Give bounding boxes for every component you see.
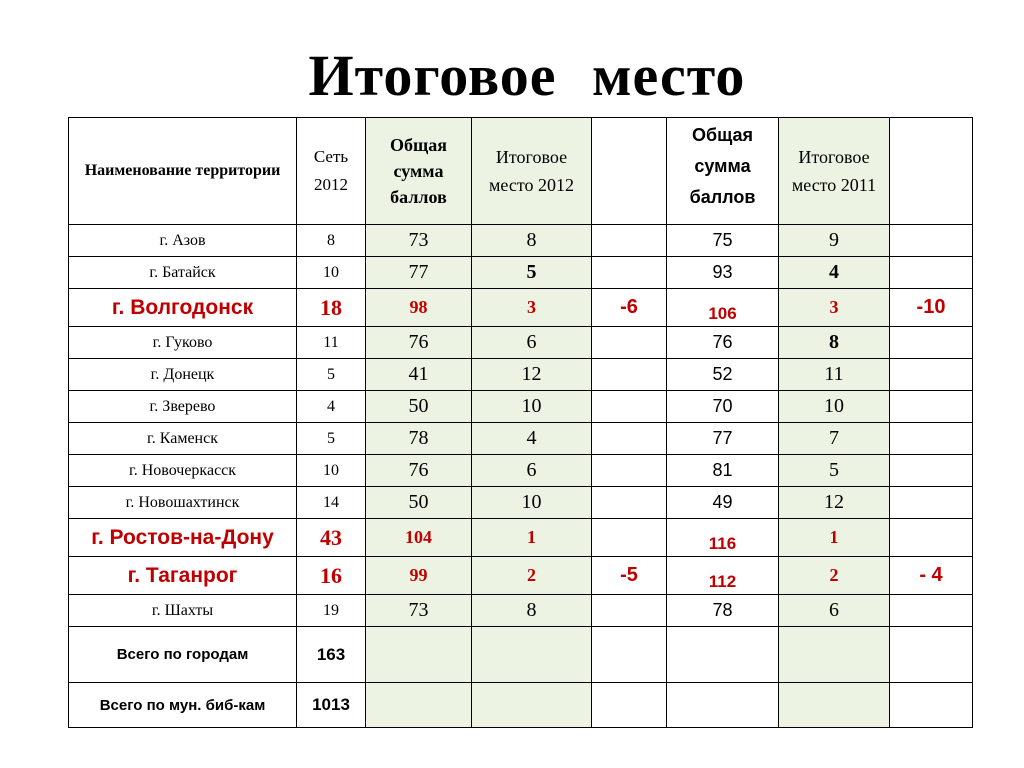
- diff-2012-cell: [592, 455, 667, 487]
- diff-2011-cell: - 4: [890, 557, 973, 595]
- sum-2011-cell: 93: [667, 257, 779, 289]
- diff-2011-cell: [890, 519, 973, 557]
- sum-2011-cell: 76: [667, 327, 779, 359]
- sum-2012-cell: 98: [366, 289, 472, 327]
- sum-2012-cell: 41: [366, 359, 472, 391]
- empty-cell: [779, 683, 890, 728]
- empty-cell: [592, 627, 667, 683]
- table-row: [69, 257, 973, 289]
- net-2012-cell: 10: [297, 455, 366, 487]
- sum-2011-cell: 75: [667, 225, 779, 257]
- place-2011-cell: 2: [779, 557, 890, 595]
- sum-2011-cell: 52: [667, 359, 779, 391]
- diff-2012-cell: [592, 257, 667, 289]
- header-diff-2011: [890, 118, 973, 225]
- page-title: Итоговое место: [308, 43, 746, 108]
- diff-2012-cell: -6: [592, 289, 667, 327]
- territory-name-cell: г. Каменск: [69, 423, 297, 455]
- diff-2011-cell: [890, 487, 973, 519]
- sum-2012-cell: 73: [366, 225, 472, 257]
- totals-row: [69, 683, 973, 728]
- table-row: [69, 289, 973, 327]
- sum-2011-cell: 49: [667, 487, 779, 519]
- header-place-2012: Итоговое место 2012: [472, 118, 592, 225]
- empty-cell: [667, 683, 779, 728]
- empty-cell: [779, 627, 890, 683]
- empty-cell: [667, 627, 779, 683]
- ranking-table: [68, 117, 973, 728]
- sum-2011-cell: 77: [667, 423, 779, 455]
- sum-2011-cell: 116: [667, 519, 779, 557]
- place-2012-cell: 2: [472, 557, 592, 595]
- table-row: [69, 225, 973, 257]
- diff-2011-cell: [890, 391, 973, 423]
- sum-2011-cell: 112: [667, 557, 779, 595]
- territory-name-cell: г. Батайск: [69, 257, 297, 289]
- diff-2011-cell: [890, 257, 973, 289]
- diff-2011-cell: [890, 225, 973, 257]
- place-2011-cell: 4: [779, 257, 890, 289]
- sum-2011-cell: 81: [667, 455, 779, 487]
- net-2012-cell: 43: [297, 519, 366, 557]
- sum-2012-cell: 76: [366, 455, 472, 487]
- diff-2011-cell: [890, 455, 973, 487]
- territory-name-cell: г. Новочеркасск: [69, 455, 297, 487]
- place-2012-cell: 6: [472, 455, 592, 487]
- totals-label-cell: Всего по городам: [69, 627, 297, 683]
- place-2012-cell: 10: [472, 391, 592, 423]
- place-2012-cell: 8: [472, 595, 592, 627]
- table-header-row: [69, 118, 973, 225]
- place-2011-cell: 8: [779, 327, 890, 359]
- sum-2011-cell: 106: [667, 289, 779, 327]
- diff-2012-cell: [592, 423, 667, 455]
- place-2012-cell: 3: [472, 289, 592, 327]
- diff-2012-cell: [592, 595, 667, 627]
- territory-name-cell: г. Азов: [69, 225, 297, 257]
- empty-cell: [472, 683, 592, 728]
- diff-2012-cell: [592, 519, 667, 557]
- table-row: [69, 391, 973, 423]
- sum-2012-cell: 78: [366, 423, 472, 455]
- place-2011-cell: 1: [779, 519, 890, 557]
- totals-net-cell: 1013: [297, 683, 366, 728]
- diff-2012-cell: [592, 359, 667, 391]
- sum-2012-cell: 104: [366, 519, 472, 557]
- territory-name-cell: г. Таганрог: [69, 557, 297, 595]
- totals-row: [69, 627, 973, 683]
- empty-cell: [890, 683, 973, 728]
- place-2011-cell: 10: [779, 391, 890, 423]
- table-row: [69, 423, 973, 455]
- net-2012-cell: 16: [297, 557, 366, 595]
- header-sum-2011: Общая сумма баллов: [667, 118, 779, 225]
- place-2011-cell: 3: [779, 289, 890, 327]
- table-row: [69, 455, 973, 487]
- empty-cell: [366, 683, 472, 728]
- place-2012-cell: 12: [472, 359, 592, 391]
- diff-2011-cell: [890, 327, 973, 359]
- territory-name-cell: г. Шахты: [69, 595, 297, 627]
- net-2012-cell: 5: [297, 359, 366, 391]
- place-2012-cell: 5: [472, 257, 592, 289]
- place-2011-cell: 6: [779, 595, 890, 627]
- totals-label-cell: Всего по мун. биб-кам: [69, 683, 297, 728]
- header-name: Наименование территории: [69, 118, 297, 225]
- place-2011-cell: 11: [779, 359, 890, 391]
- place-2011-cell: 5: [779, 455, 890, 487]
- net-2012-cell: 19: [297, 595, 366, 627]
- diff-2012-cell: [592, 487, 667, 519]
- place-2011-cell: 12: [779, 487, 890, 519]
- diff-2011-cell: [890, 359, 973, 391]
- place-2012-cell: 8: [472, 225, 592, 257]
- place-2012-cell: 6: [472, 327, 592, 359]
- table-row: [69, 327, 973, 359]
- place-2012-cell: 10: [472, 487, 592, 519]
- net-2012-cell: 5: [297, 423, 366, 455]
- diff-2011-cell: [890, 423, 973, 455]
- net-2012-cell: 10: [297, 257, 366, 289]
- diff-2012-cell: [592, 225, 667, 257]
- sum-2012-cell: 50: [366, 487, 472, 519]
- sum-2012-cell: 99: [366, 557, 472, 595]
- diff-2012-cell: [592, 391, 667, 423]
- sum-2011-cell: 70: [667, 391, 779, 423]
- empty-cell: [366, 627, 472, 683]
- empty-cell: [890, 627, 973, 683]
- net-2012-cell: 4: [297, 391, 366, 423]
- place-2012-cell: 1: [472, 519, 592, 557]
- empty-cell: [472, 627, 592, 683]
- territory-name-cell: г. Зверево: [69, 391, 297, 423]
- table-row: [69, 519, 973, 557]
- sum-2011-cell: 78: [667, 595, 779, 627]
- header-sum-2012: Общая сумма баллов: [366, 118, 472, 225]
- net-2012-cell: 18: [297, 289, 366, 327]
- sum-2012-cell: 77: [366, 257, 472, 289]
- place-2011-cell: 7: [779, 423, 890, 455]
- place-2011-cell: 9: [779, 225, 890, 257]
- diff-2012-cell: [592, 327, 667, 359]
- sum-2012-cell: 50: [366, 391, 472, 423]
- table-row: [69, 359, 973, 391]
- net-2012-cell: 11: [297, 327, 366, 359]
- territory-name-cell: г. Волгодонск: [69, 289, 297, 327]
- sum-2012-cell: 76: [366, 327, 472, 359]
- totals-net-cell: 163: [297, 627, 366, 683]
- territory-name-cell: г. Ростов-на-Дону: [69, 519, 297, 557]
- territory-name-cell: г. Новошахтинск: [69, 487, 297, 519]
- table-row: [69, 557, 973, 595]
- territory-name-cell: г. Донецк: [69, 359, 297, 391]
- diff-2012-cell: -5: [592, 557, 667, 595]
- header-diff-2012: [592, 118, 667, 225]
- place-2012-cell: 4: [472, 423, 592, 455]
- diff-2011-cell: -10: [890, 289, 973, 327]
- net-2012-cell: 8: [297, 225, 366, 257]
- table-row: [69, 595, 973, 627]
- header-net: Сеть 2012: [297, 118, 366, 225]
- header-place-2011: Итоговое место 2011: [779, 118, 890, 225]
- table-row: [69, 487, 973, 519]
- net-2012-cell: 14: [297, 487, 366, 519]
- sum-2012-cell: 73: [366, 595, 472, 627]
- empty-cell: [592, 683, 667, 728]
- territory-name-cell: г. Гуково: [69, 327, 297, 359]
- diff-2011-cell: [890, 595, 973, 627]
